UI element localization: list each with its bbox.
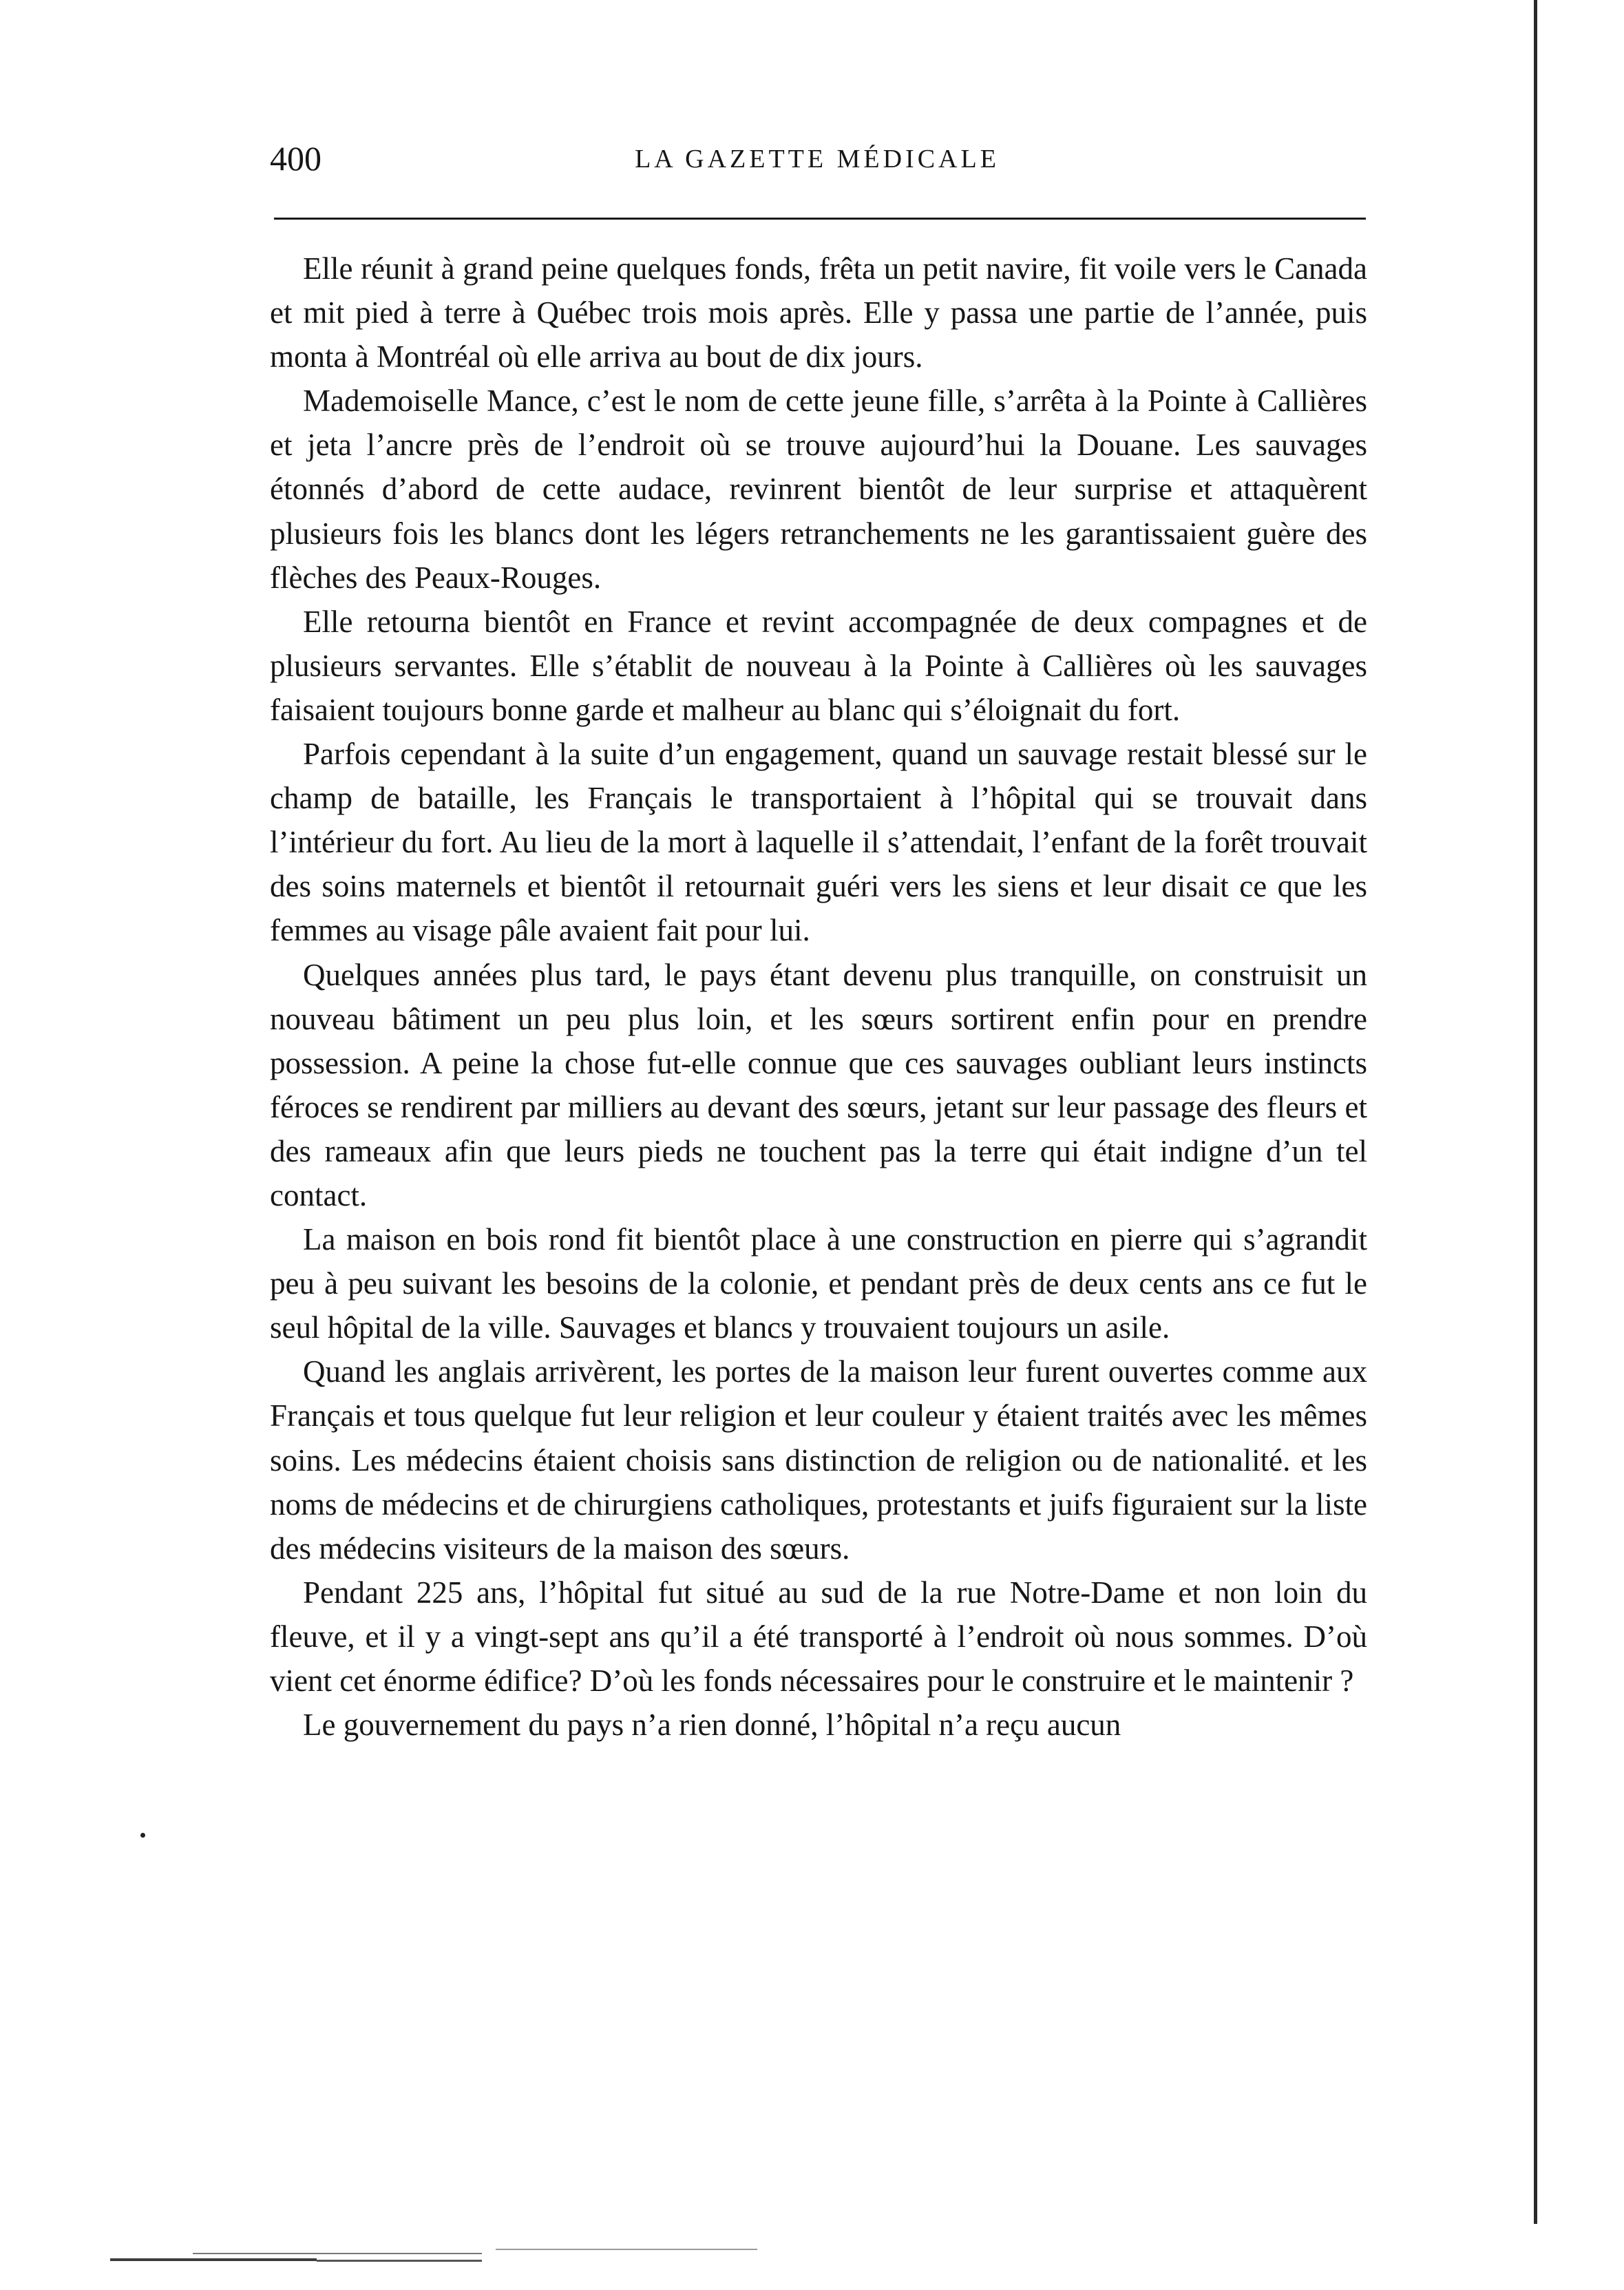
paragraph: Le gouvernement du pays n’a rien donné, l’hôpital n’a reçu aucun <box>303 1708 1121 1743</box>
paragraph: Quelques années plus tard, le pays étant devenu plus tranquille, on construisit un nouveau bâtiment un peu plus loin, et les sœurs sortirent enfin pour en prendre possession. A peine la chose fut-elle connue que ces sauvages oubliant leurs instincts féroces se rendirent par milliers au devant des sœurs, jetant sur leur passage des fleurs et des rameaux afin que leurs pieds ne touchent pas la terre qui était indigne d’un tel contact. <box>270 957 1367 1212</box>
page-edge-shadow <box>1534 0 1537 2224</box>
paragraph: Parfois cependant à la suite d’un engagement, quand un sauvage restait blessé sur le champ de bataille, les Français le transportaient à l’hôpital qui se trouvait dans l’intérieur du fort. Au lieu de la mort à laquelle il s’attendait, l’enfant de la forêt trouvait des soins maternels et bientôt il retournait guéri vers les siens et leur disait ce que les femmes au visage pâle avaient fait pour lui. <box>270 737 1367 948</box>
paragraph: Mademoiselle Mance, c’est le nom de cette jeune fille, s’arrêta à la Pointe à Callières et jeta l’ancre près de l’endroit où se trouve aujourd’hui la Douane. Les sauvages étonnés d’abord de cette audace, revinrent bientôt de leur surprise et attaquèrent plusieurs fois les blancs dont les légers retranchements ne les garantissaient guère des flèches des Peaux-Rouges. <box>270 384 1367 595</box>
paragraph: Elle retourna bientôt en France et revint accompagnée de deux compagnes et de plusieurs servantes. Elle s’établit de nouveau à la Pointe à Callières où les sauvages faisaient toujours bonne garde et malheur au blanc qui s’éloignait du fort. <box>270 604 1367 727</box>
ink-speck <box>140 1833 145 1838</box>
scan-artifact <box>110 2246 771 2267</box>
paragraph: Pendant 225 ans, l’hôpital fut situé au sud de la rue Notre-Dame et non loin du fleuve, et il y a vingt-sept ans qu’il a été transporté à l’endroit où nous sommes. D’où vient cet énorme édifice? D’où les fonds nécessaires pour le construire et le maintenir ? <box>270 1575 1367 1698</box>
header-rule <box>274 218 1366 220</box>
running-title: LA GAZETTE MÉDICALE <box>635 145 1000 174</box>
body-text <box>270 246 1367 1747</box>
paragraph: Quand les anglais arrivèrent, les portes de la maison leur furent ouvertes comme aux Français et tous quelque fut leur religion et leur couleur y étaient traités avec les mêmes soins. Les médecins étaient choisis sans distinction de religion ou de nationalité. et les noms de médecins et de chirurgiens catholiques, protestants et juifs figuraient sur la liste des médecins visiteurs de la maison des sœurs. <box>270 1354 1367 1566</box>
page-number: 400 <box>270 139 321 178</box>
paragraph: La maison en bois rond fit bientôt place à une construction en pierre qui s’agrandit peu à peu suivant les besoins de la colonie, et pendant près de deux cents ans ce fut le seul hôpital de la ville. Sauvages et blancs y trouvaient toujours un asile. <box>270 1222 1367 1345</box>
page-header <box>270 138 1364 186</box>
paragraph: Elle réunit à grand peine quelques fonds, frêta un petit navire, fit voile vers le Canada et mit pied à terre à Québec trois mois après. Elle y passa une partie de l’année, puis monta à Montréal où elle arriva au bout de dix jours. <box>270 251 1367 375</box>
